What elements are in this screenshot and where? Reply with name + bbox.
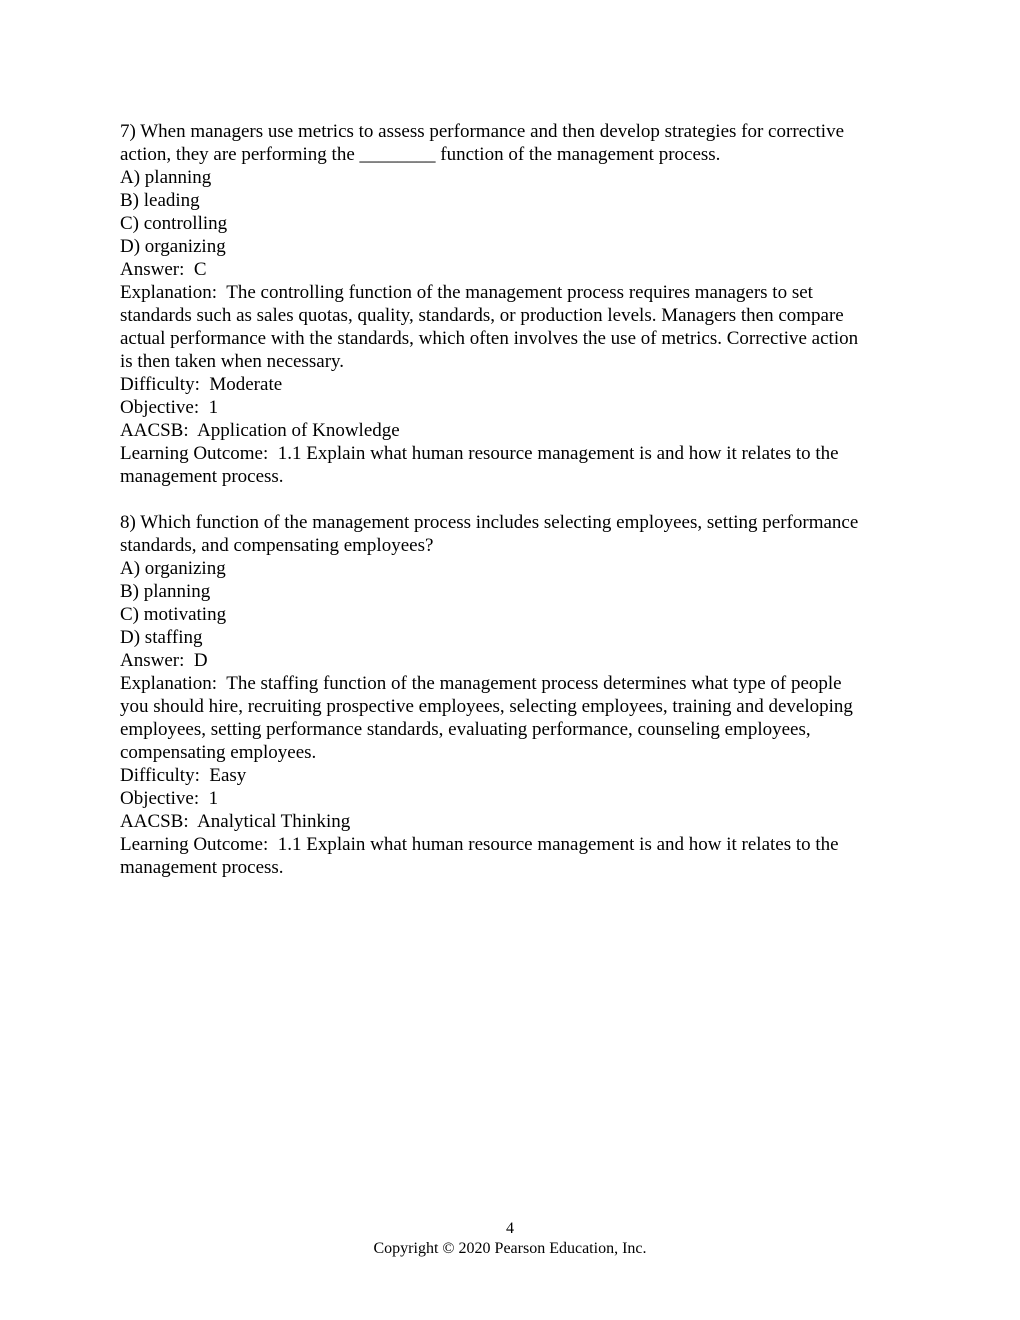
question-7-answer: Answer: C [120, 259, 207, 280]
question-8-line-2: standards, and compensating employees? [120, 535, 434, 556]
question-7 [120, 120, 910, 488]
question-7-option-d: D) organizing [120, 236, 226, 257]
question-7-explanation-line-2: standards such as sales quotas, quality, standards, or production levels. Managers then compare [120, 305, 844, 326]
question-8-option-b: B) planning [120, 581, 211, 602]
question-8-line-1: 8) Which function of the management process includes selecting employees, setting performance [120, 512, 859, 533]
question-7-option-a: A) planning [120, 167, 212, 188]
question-7-explanation-line-3: actual performance with the standards, which often involves the use of metrics. Corrective action [120, 328, 859, 349]
question-7-line-2: action, they are performing the ________ function of the management process. [120, 144, 721, 165]
question-7-explanation-line-4: is then taken when necessary. [120, 351, 345, 372]
question-7-option-c: C) controlling [120, 213, 228, 234]
copyright-notice: Copyright © 2020 Pearson Education, Inc. [373, 1240, 647, 1257]
question-8-option-d: D) staffing [120, 627, 203, 648]
question-8-option-c: C) motivating [120, 604, 227, 625]
question-8-learning-outcome-line-1: Learning Outcome: 1.1 Explain what human resource management is and how it relates to the [120, 834, 839, 855]
question-8-aacsb: AACSB: Analytical Thinking [120, 811, 351, 832]
question-8 [120, 511, 910, 879]
question-8-explanation-line-1: Explanation: The staffing function of the management process determines what type of people [120, 673, 842, 694]
question-7-line-1: 7) When managers use metrics to assess performance and then develop strategies for corrective [120, 121, 845, 142]
question-7-difficulty: Difficulty: Moderate [120, 374, 283, 395]
question-7-learning-outcome-line-1: Learning Outcome: 1.1 Explain what human resource management is and how it relates to the [120, 443, 839, 464]
question-7-explanation-line-1: Explanation: The controlling function of the management process requires managers to set [120, 282, 813, 303]
question-8-objective: Objective: 1 [120, 788, 219, 809]
question-8-explanation-line-3: employees, setting performance standards, evaluating performance, counseling employees, [120, 719, 811, 740]
question-8-learning-outcome-line-2: management process. [120, 857, 284, 878]
question-7-objective: Objective: 1 [120, 397, 219, 418]
page-number: 4 [506, 1220, 514, 1237]
question-7-learning-outcome-line-2: management process. [120, 466, 284, 487]
question-8-option-a: A) organizing [120, 558, 226, 579]
question-8-explanation-line-2: you should hire, recruiting prospective employees, selecting employees, training and developing [120, 696, 853, 717]
document-body [120, 120, 910, 879]
question-7-aacsb: AACSB: Application of Knowledge [120, 420, 400, 441]
question-8-answer: Answer: D [120, 650, 208, 671]
question-8-difficulty: Difficulty: Easy [120, 765, 247, 786]
question-8-explanation-line-4: compensating employees. [120, 742, 317, 763]
question-7-option-b: B) leading [120, 190, 200, 211]
